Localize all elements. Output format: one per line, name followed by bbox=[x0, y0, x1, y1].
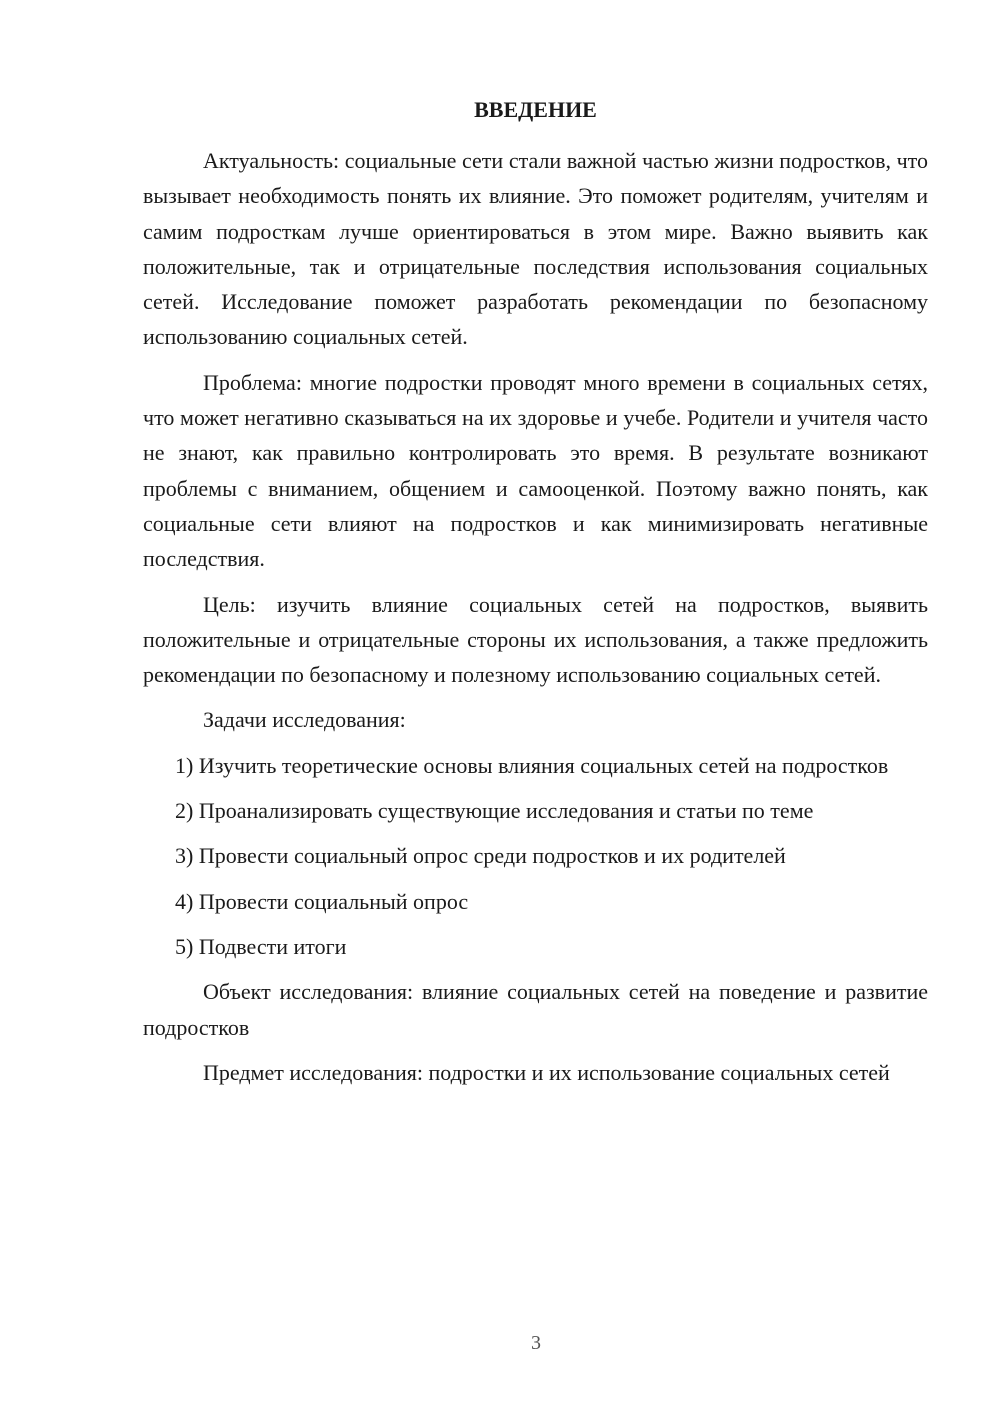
task-item-2: 2) Проанализировать существующие исследования и статьи по теме bbox=[175, 798, 814, 824]
task-item-4: 4) Провести социальный опрос bbox=[175, 888, 469, 914]
task-item-5: 5) Подвести итоги bbox=[175, 933, 347, 959]
page-number: 3 bbox=[531, 1332, 541, 1354]
tasks-list bbox=[143, 748, 928, 964]
problem-paragraph: Проблема: многие подростки проводят много времени в социальных сетях, что может негативно сказываться на их здоровье и учебе. Родители и учителя часто не знают, как правильно контролировать это время. В результате возникают проблемы с вниманием, общением и самооценкой. Поэтому важно понять, как социальные сети влияют на подростков и как минимизировать негативные последствия. bbox=[143, 369, 928, 572]
section-heading: ВВЕДЕНИЕ bbox=[474, 97, 597, 122]
task-item-1: 1) Изучить теоретические основы влияния социальных сетей на подростков bbox=[175, 752, 889, 778]
research-object-paragraph: Объект исследования: влияние социальных сетей на поведение и развитие подростков bbox=[143, 979, 928, 1040]
goal-paragraph: Цель: изучить влияние социальных сетей на подростков, выявить положительные и отрицательные стороны их использования, а также предложить рекомендации по безопасному и полезному использованию социальных сетей. bbox=[143, 591, 928, 688]
research-subject-paragraph: Предмет исследования: подростки и их использование социальных сетей bbox=[203, 1059, 890, 1085]
document-page bbox=[143, 95, 928, 1100]
task-item-3: 3) Провести социальный опрос среди подростков и их родителей bbox=[175, 843, 786, 869]
relevance-paragraph: Актуальность: социальные сети стали важной частью жизни подростков, что вызывает необходимость понять их влияние. Это поможет родителям, учителям и самим подросткам лучше ориентироваться в этом мире. Важно выявить как положительные, так и отрицательные последствия использования социальных сетей. Исследование поможет разработать рекомендации по безопасному использованию социальных сетей. bbox=[143, 148, 928, 350]
tasks-label: Задачи исследования: bbox=[203, 707, 406, 733]
